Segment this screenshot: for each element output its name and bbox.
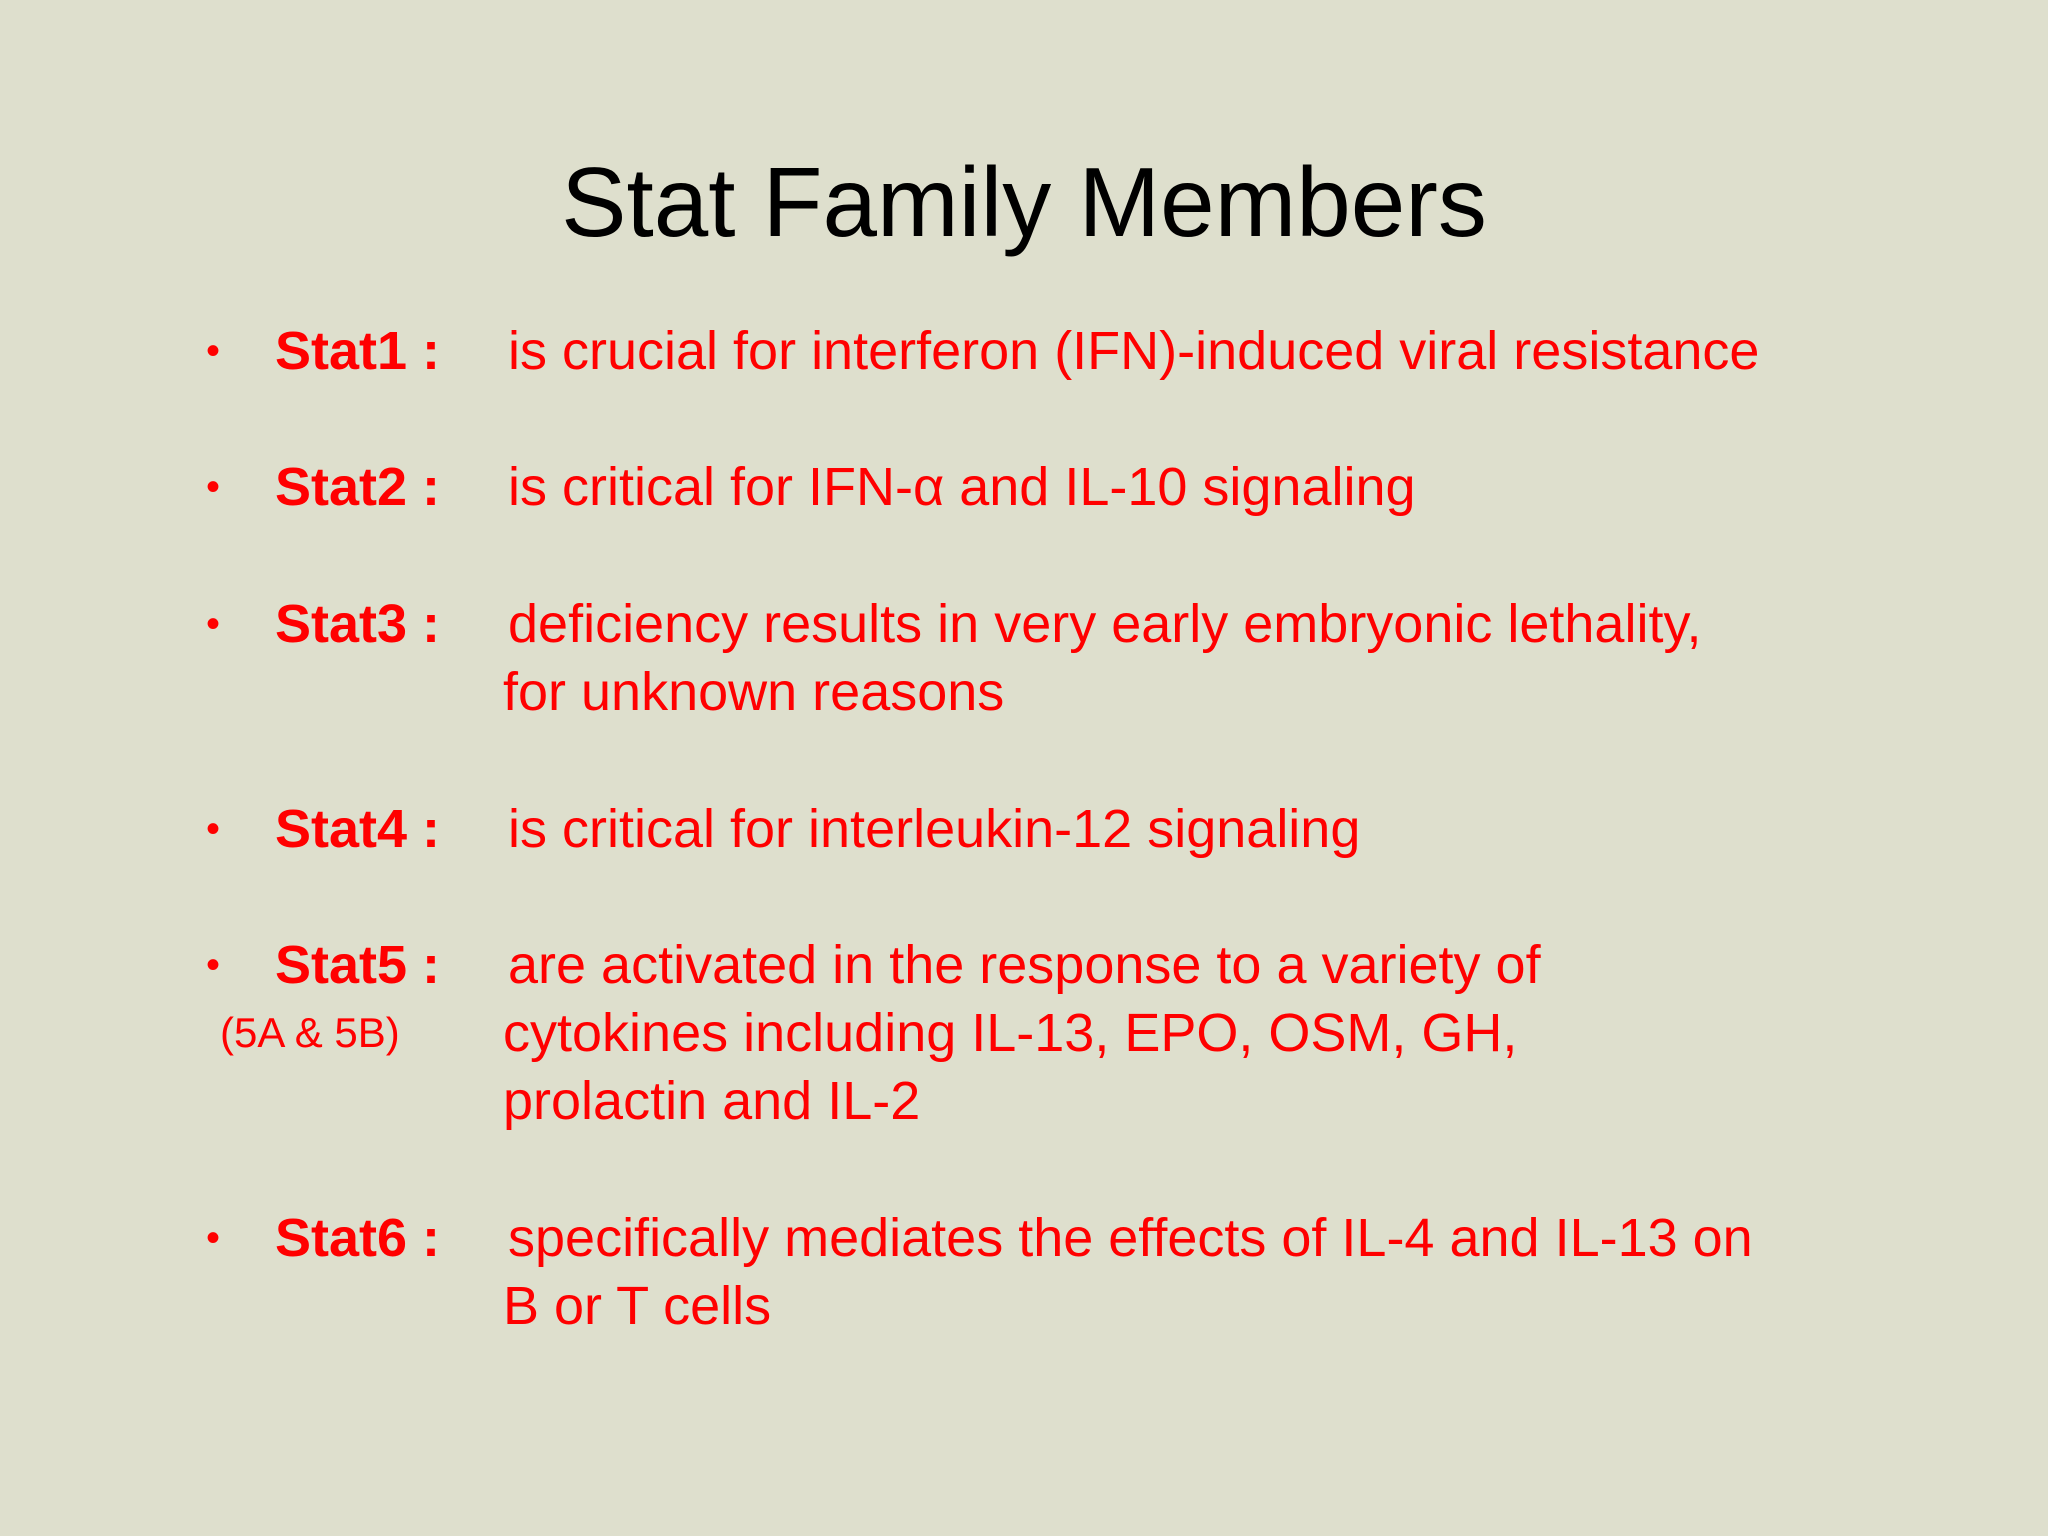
item-description [503,590,1702,726]
item-label: Stat2 : [275,457,441,517]
item-description [503,1204,1753,1340]
bullet-icon: • [206,807,221,851]
item-label: Stat4 : [275,799,441,859]
description-line: deficiency results in very early embryonic lethality, [508,594,1702,654]
description-line: are activated in the response to a variety of [508,935,1541,995]
item-description [508,317,1759,385]
description-line: prolactin and IL-2 [503,1071,921,1131]
item-label: Stat1 : [275,321,441,381]
description-line: specifically mediates the effects of IL-4 and IL-13 on [508,1208,1753,1268]
description-line: B or T cells [503,1276,772,1336]
item-label: Stat3 : [275,594,441,654]
bullet-icon: • [206,602,221,646]
bullet-icon: • [206,465,221,509]
bullet-icon: • [206,943,221,987]
item-sublabel: (5A & 5B) [220,1009,400,1056]
item-label: Stat6 : [275,1208,441,1268]
bullet-icon: • [206,1216,221,1260]
slide-title: Stat Family Members [561,147,1487,257]
item-label: Stat5 : [275,935,441,995]
description-line: is crucial for interferon (IFN)-induced viral resistance [508,321,1760,381]
description-line: cytokines including IL-13, EPO, OSM, GH, [503,1003,1518,1063]
description-line: for unknown reasons [503,662,1005,722]
description-line: is critical for IFN-α and IL-10 signaling [508,457,1416,517]
description-line: is critical for interleukin-12 signaling [508,799,1361,859]
item-description [508,795,1360,863]
bullet-icon: • [206,329,221,373]
item-description [508,453,1416,521]
item-description [503,931,1541,1135]
